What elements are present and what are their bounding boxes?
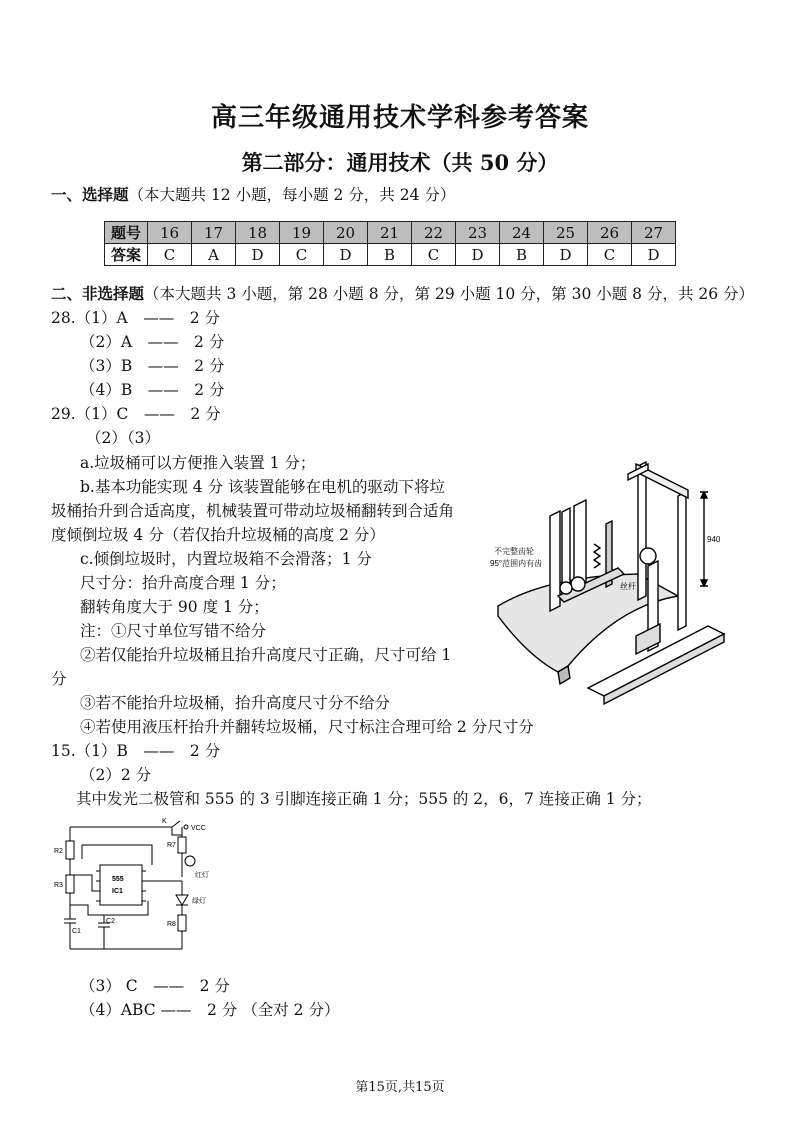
- q29-line-14: ④若使用液压杆抬升并翻转垃圾桶，尺寸标注合理可给 2 分尺寸分: [80, 718, 534, 736]
- range-label: 95°范围内有齿: [490, 559, 543, 568]
- table-cell: B: [500, 244, 544, 266]
- table-header-label: 题号: [105, 222, 148, 244]
- q15-line-1: 15.（1）B —— 2 分: [51, 742, 221, 760]
- page-footer: 第15页,共15页: [355, 1080, 445, 1095]
- r8-label: R8: [167, 921, 176, 928]
- q29-line-8: 尺寸分：抬升高度合理 1 分；: [80, 574, 286, 592]
- q29-line-6: 度倾倒垃圾 4 分（若仅抬升垃圾桶的高度 2 分）: [51, 526, 385, 544]
- table-cell: 17: [192, 222, 236, 244]
- table-cell: D: [544, 244, 588, 266]
- ic-name-label: IC1: [112, 888, 123, 895]
- q15-line-4: （3） C —— 2 分: [80, 977, 230, 995]
- table-cell: 21: [368, 222, 412, 244]
- q15-line-5: （4）ABC —— 2 分 （全对 2 分）: [80, 1001, 340, 1019]
- answer-table: [104, 221, 676, 266]
- c1-label: C1: [72, 928, 81, 935]
- q29-line-10: 注：①尺寸单位写错不给分: [80, 622, 267, 640]
- q29-line-1: 29.（1）C —— 2 分: [51, 405, 221, 423]
- r7-label: R7: [167, 842, 176, 849]
- table-cell: 26: [588, 222, 632, 244]
- section2-note: （本大题共 3 小题，第 28 小题 8 分，第 29 小题 10 分，第 30 小题 8 分，共 26 分）: [144, 285, 755, 303]
- table-cell: C: [148, 244, 192, 266]
- section1-heading: 一、选择题: [51, 185, 129, 204]
- table-cell: D: [324, 244, 368, 266]
- screw-label: 丝杆: [620, 582, 636, 591]
- q28-line-2: （2）A —— 2 分: [80, 333, 225, 351]
- switch-k-label: K: [162, 818, 167, 825]
- gear-label: 不完整齿轮: [494, 547, 534, 556]
- table-cell: C: [412, 244, 456, 266]
- table-cell: 19: [280, 222, 324, 244]
- q28-line-1: 28.（1）A —— 2 分: [51, 309, 220, 327]
- page-subtitle: 第二部分：通用技术（共 50 分）: [241, 150, 559, 175]
- green-led-label: 绿灯: [192, 898, 206, 905]
- q29-line-9: 翻转角度大于 90 度 1 分；: [80, 598, 269, 616]
- table-header-label: 答案: [105, 244, 148, 266]
- table-cell: 25: [544, 222, 588, 244]
- section1-note: （本大题共 12 小题，每小题 2 分，共 24 分）: [128, 186, 456, 204]
- q15-line-3: 其中发光二极管和 555 的 3 引脚连接正确 1 分；555 的 2，6，7 连接正确 1 分；: [76, 790, 652, 808]
- red-led-label: 红灯: [195, 872, 209, 879]
- table-cell: 27: [632, 222, 676, 244]
- r2-label: R2: [54, 848, 63, 855]
- section1-heading-line: [51, 184, 455, 206]
- q29-line-12: 分: [51, 670, 67, 688]
- r3-label: R3: [54, 882, 63, 889]
- table-cell: 18: [236, 222, 280, 244]
- table-cell: B: [368, 244, 412, 266]
- table-row-numbers: [105, 222, 676, 244]
- table-cell: D: [456, 244, 500, 266]
- q29-line-13: ③若不能抬升垃圾桶，抬升高度尺寸分不给分: [80, 694, 391, 712]
- table-cell: 20: [324, 222, 368, 244]
- q29-line-4: b.基本功能实现 4 分 该装置能够在电机的驱动下将垃: [80, 478, 445, 496]
- circuit-diagram: [52, 815, 222, 955]
- q29-line-2: （2）（3）: [86, 429, 160, 447]
- vcc-label: VCC: [191, 825, 206, 832]
- table-cell: 22: [412, 222, 456, 244]
- table-cell: C: [588, 244, 632, 266]
- table-cell: 24: [500, 222, 544, 244]
- page-title: 高三年级通用技术学科参考答案: [210, 103, 589, 133]
- table-cell: D: [632, 244, 676, 266]
- q29-line-5: 圾桶抬升到合适高度，机械装置可带动垃圾桶翻转到合适角: [51, 502, 455, 520]
- table-cell: 23: [456, 222, 500, 244]
- table-cell: C: [280, 244, 324, 266]
- q29-line-7: c.倾倒垃圾时，内置垃圾箱不会滑落；1 分: [80, 550, 372, 568]
- table-row-answers: [105, 244, 676, 266]
- table-cell: D: [236, 244, 280, 266]
- q29-line-3: a.垃圾桶可以方便推入装置 1 分；: [80, 454, 316, 472]
- ic-555-label: 555: [112, 876, 124, 883]
- mechanism-figure: [488, 456, 728, 706]
- table-cell: 16: [148, 222, 192, 244]
- table-cell: A: [192, 244, 236, 266]
- dim-940-label: 940: [707, 535, 721, 544]
- section2-heading-line: [51, 283, 754, 305]
- q28-line-3: （3）B —— 2 分: [80, 357, 225, 375]
- q29-line-11: ②若仅能抬升垃圾桶且抬升高度尺寸正确，尺寸可给 1: [80, 646, 452, 664]
- q28-line-4: （4）B —— 2 分: [80, 381, 225, 399]
- q15-line-2: （2）2 分: [80, 766, 152, 784]
- section2-heading: 二、非选择题: [51, 284, 145, 303]
- c2-label: C2: [106, 918, 115, 925]
